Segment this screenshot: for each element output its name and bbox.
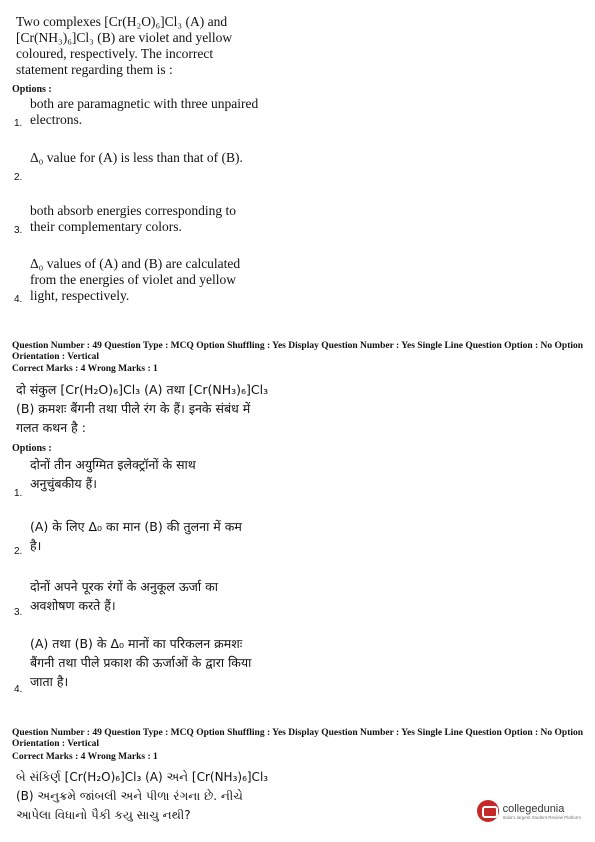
option-1-number: 1. [14,118,23,129]
option-3-number: 3. [14,225,23,236]
question-text-gujarati: બે સંકિર્ણ [Cr(H₂O)₆]Cl₃ (A) અને [Cr(NH₃)₆]Cl₃ (B) અનુક્રમે જાંબલી અને પીળા રંગના છે. નીચે આપેલા વિધાનો પૈકી કયુ સાચુ નથી? [16,770,269,822]
option-2-hindi: (A) के लिए Δ₀ का मान (B) की तुलना में कम है। [30,519,242,553]
option-3-hindi: दोनों अपने पूरक रंगों के अनुकूल ऊर्जा का अवशोषण करते हैं। [30,579,218,613]
marks-meta-2: Correct Marks : 4 Wrong Marks : 1 [12,752,158,762]
option-4-number: 4. [14,294,23,305]
option-1-number-hindi: 1. [14,488,23,499]
logo-icon [477,800,499,822]
option-3-number-hindi: 3. [14,607,23,618]
option-2-number-hindi: 2. [14,546,23,557]
question-meta-2: Question Number : 49 Question Type : MCQ Option Shuffling : Yes Display Question Number : Yes Single Line Question Option : No Option Orientation : Vertical [12,728,584,749]
option-4-hindi: (A) तथा (B) के Δ₀ मानों का परिकलन क्रमशः बैंगनी तथा पीले प्रकाश की ऊर्जाओं के द्वारा किया जाता है। [30,636,252,689]
marks-meta-1: Correct Marks : 4 Wrong Marks : 1 [12,364,158,374]
option-2-number: 2. [14,172,23,183]
option-4-number-hindi: 4. [14,684,23,695]
option-4-english: Δ₀ values of (A) and (B) are calculated from the energies of violet and yellow light, respectively. [30,256,241,303]
collegedunia-logo [477,800,581,822]
options-label-english: Options : [12,84,52,95]
question-text-english: Two complexes [Cr(H₂O)₆]Cl₃ (A) and [Cr(NH₃)₆]Cl₃ (B) are violet and yellow coloured, respectively. The incorrect statement regarding them is : [16,14,233,77]
logo-name: collegedunia [502,802,565,815]
option-1-english: both are paramagnetic with three unpaired electrons. [30,96,259,127]
question-meta-1: Question Number : 49 Question Type : MCQ Option Shuffling : Yes Display Question Number : Yes Single Line Question Option : No Option Orientation : Vertical [12,341,584,362]
option-3-english: both absorb energies corresponding to their complementary colors. [30,203,236,234]
options-label-hindi: Options : [12,443,52,454]
option-1-hindi: दोनों तीन अयुग्मित इलेक्ट्रॉनों के साथ अनुचुंबकीय हैं। [30,457,196,491]
logo-tagline: India's largest Student Review Platform [502,814,581,820]
question-text-hindi: दो संकुल [Cr(H₂O)₆]Cl₃ (A) तथा [Cr(NH₃)₆]Cl₃ (B) क्रमशः बैंगनी तथा पीले रंग के हैं। इनके संबंध में गलत कथन है : [16,382,269,435]
option-2-english: Δ₀ value for (A) is less than that of (B). [30,150,243,165]
